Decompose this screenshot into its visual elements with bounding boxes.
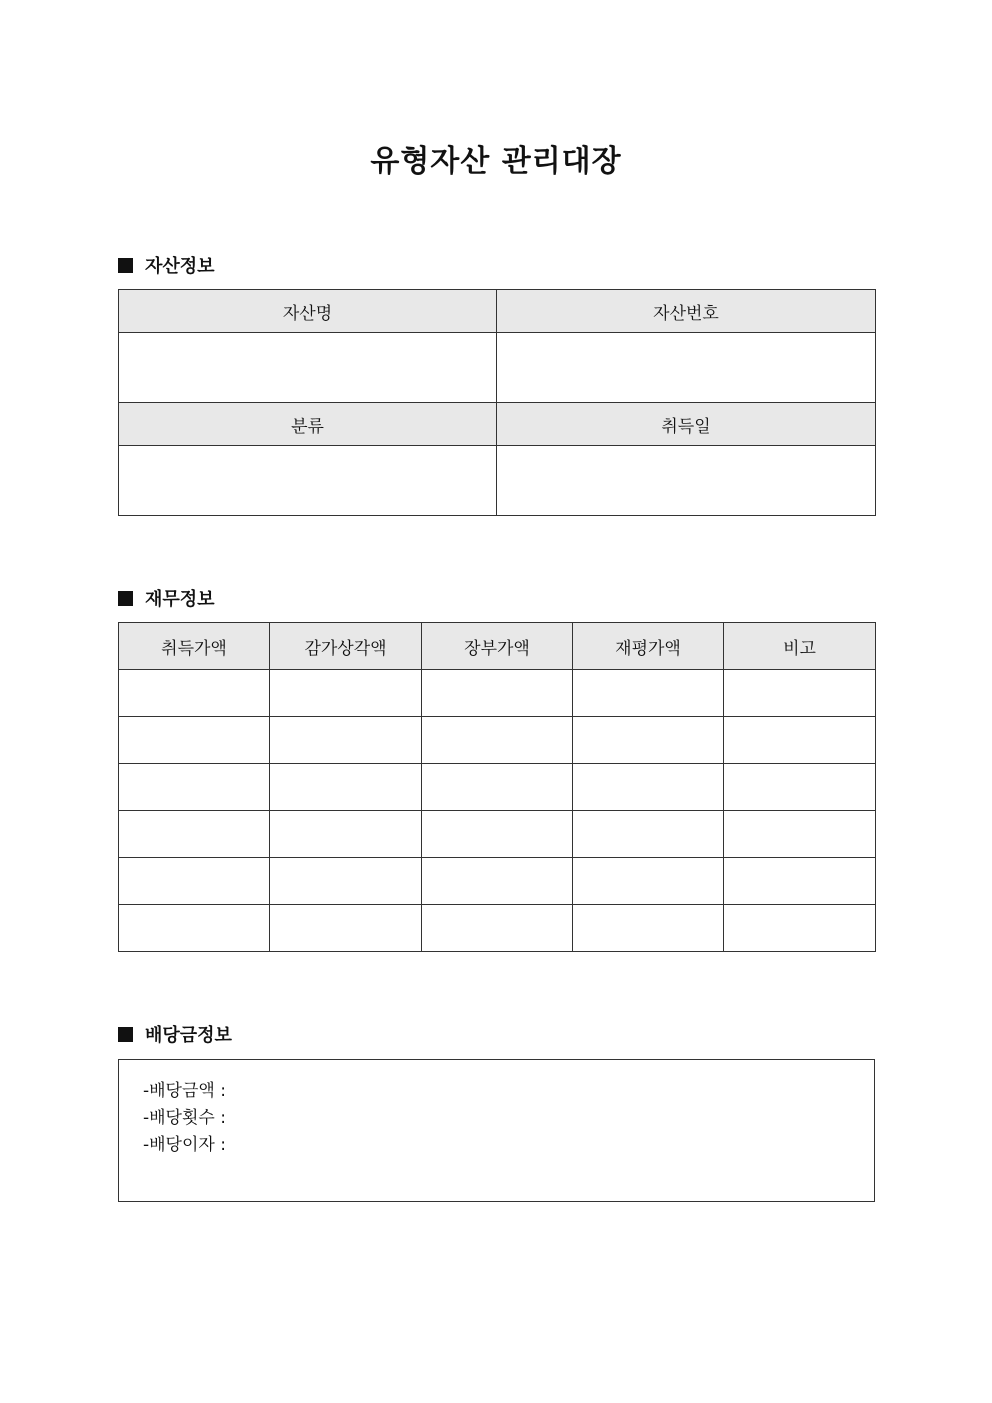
page-title: 유형자산 관리대장 bbox=[370, 144, 622, 179]
table-row bbox=[119, 905, 876, 952]
financial-info-heading-text: 재무정보 bbox=[145, 589, 215, 610]
financial-info-table bbox=[118, 622, 876, 952]
category-label: 분류 bbox=[119, 403, 497, 446]
table-cell[interactable] bbox=[724, 717, 876, 764]
asset-info-heading bbox=[118, 253, 215, 277]
table-cell[interactable] bbox=[573, 764, 724, 811]
table-cell[interactable] bbox=[422, 670, 573, 717]
table-cell[interactable] bbox=[724, 858, 876, 905]
table-cell[interactable] bbox=[573, 905, 724, 952]
table-cell[interactable] bbox=[119, 858, 270, 905]
table-cell[interactable] bbox=[573, 858, 724, 905]
table-cell[interactable] bbox=[422, 811, 573, 858]
table-row bbox=[119, 811, 876, 858]
asset-number-label: 자산번호 bbox=[497, 290, 876, 333]
acquisition-date-label: 취득일 bbox=[497, 403, 876, 446]
financial-info-heading bbox=[118, 586, 215, 610]
table-cell[interactable] bbox=[573, 811, 724, 858]
table-cell[interactable] bbox=[270, 811, 422, 858]
table-cell[interactable] bbox=[724, 764, 876, 811]
col-header-revaluation: 재평가액 bbox=[573, 623, 724, 670]
asset-info-table bbox=[118, 289, 876, 516]
asset-number-field[interactable] bbox=[497, 333, 876, 403]
table-row bbox=[119, 764, 876, 811]
square-bullet-icon bbox=[118, 591, 133, 606]
table-row bbox=[119, 717, 876, 764]
table-cell[interactable] bbox=[422, 764, 573, 811]
dividend-lines bbox=[143, 1078, 226, 1159]
asset-name-field[interactable] bbox=[119, 333, 497, 403]
table-cell[interactable] bbox=[119, 905, 270, 952]
dividend-info-box[interactable] bbox=[118, 1059, 875, 1202]
table-cell[interactable] bbox=[724, 905, 876, 952]
table-cell[interactable] bbox=[119, 717, 270, 764]
table-cell[interactable] bbox=[119, 811, 270, 858]
table-cell[interactable] bbox=[270, 717, 422, 764]
dividend-amount-line bbox=[143, 1078, 226, 1105]
dividend-interest-label: -배당이자 : bbox=[143, 1135, 226, 1155]
asset-name-label: 자산명 bbox=[119, 290, 497, 333]
square-bullet-icon bbox=[118, 1027, 133, 1042]
table-cell[interactable] bbox=[724, 811, 876, 858]
table-row bbox=[119, 670, 876, 717]
table-cell[interactable] bbox=[119, 670, 270, 717]
table-row bbox=[119, 858, 876, 905]
table-cell[interactable] bbox=[119, 764, 270, 811]
dividend-info-heading bbox=[118, 1022, 232, 1046]
table-cell[interactable] bbox=[573, 670, 724, 717]
table-cell[interactable] bbox=[422, 858, 573, 905]
dividend-interest-line bbox=[143, 1132, 226, 1159]
table-cell[interactable] bbox=[724, 670, 876, 717]
asset-info-heading-text: 자산정보 bbox=[145, 256, 215, 277]
dividend-count-label: -배당횟수 : bbox=[143, 1108, 226, 1128]
dividend-amount-label: -배당금액 : bbox=[143, 1081, 226, 1101]
table-cell[interactable] bbox=[573, 717, 724, 764]
square-bullet-icon bbox=[118, 258, 133, 273]
col-header-remarks: 비고 bbox=[724, 623, 876, 670]
col-header-acquisition-cost: 취득가액 bbox=[119, 623, 270, 670]
table-cell[interactable] bbox=[270, 905, 422, 952]
col-header-book-value: 장부가액 bbox=[422, 623, 573, 670]
table-cell[interactable] bbox=[422, 905, 573, 952]
category-field[interactable] bbox=[119, 446, 497, 516]
col-header-depreciation: 감가상각액 bbox=[270, 623, 422, 670]
dividend-info-heading-text: 배당금정보 bbox=[145, 1025, 232, 1046]
table-cell[interactable] bbox=[422, 717, 573, 764]
table-cell[interactable] bbox=[270, 764, 422, 811]
dividend-count-line bbox=[143, 1105, 226, 1132]
acquisition-date-field[interactable] bbox=[497, 446, 876, 516]
table-cell[interactable] bbox=[270, 858, 422, 905]
table-cell[interactable] bbox=[270, 670, 422, 717]
